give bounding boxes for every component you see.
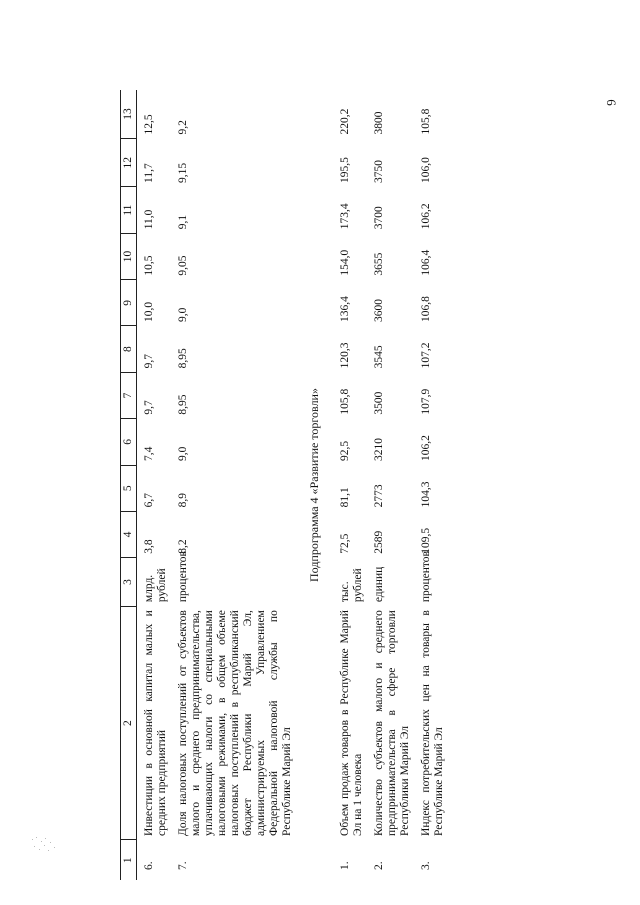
value-cell: 9,0 xyxy=(177,446,189,462)
value-cell: 3700 xyxy=(373,206,385,230)
value-cell: 9,2 xyxy=(177,120,189,135)
value-cell: 154,0 xyxy=(339,249,351,276)
value-cell: 3210 xyxy=(373,438,385,462)
value-cell: 3750 xyxy=(373,159,385,183)
indicator-name: Количество субъектов малого и среднего предпринимательства в сфере торговли Республики Марий Эл xyxy=(373,610,411,836)
value-cell: 105,8 xyxy=(420,108,432,135)
column-number-cell: 1 xyxy=(121,840,137,880)
value-cell: 8,2 xyxy=(177,539,189,554)
value-cell: 3500 xyxy=(373,391,385,415)
value-cell: 9,15 xyxy=(177,162,189,183)
value-cell: 195,5 xyxy=(339,157,351,183)
value-cell: 10,0 xyxy=(143,301,155,322)
row-number: 2. xyxy=(373,861,385,870)
rotated-table-wrapper xyxy=(120,90,560,880)
column-number-cell: 2 xyxy=(121,606,137,840)
indicator-name: Доля налоговых поступлений от субъектов малого и среднего предпринимательства, уплачивающих налоги со специальными налоговыми режимами, в общем объеме налоговых поступлений в республиканский бюджет Республики Марий Эл, администрируемых Управлением Федеральной налоговой службы по Республике Марий Эл xyxy=(177,610,293,836)
value-cell: 3,8 xyxy=(143,539,155,554)
table-row xyxy=(137,90,172,880)
table-row xyxy=(333,90,367,880)
value-cell: 106,2 xyxy=(420,203,432,230)
row-number: 1. xyxy=(339,861,351,870)
value-cell: 173,4 xyxy=(339,203,351,230)
column-number-cell: 10 xyxy=(121,233,137,279)
table-row xyxy=(171,90,296,880)
value-cell: 3800 xyxy=(373,111,385,135)
value-cell: 106,8 xyxy=(420,296,432,322)
column-number-cell: 11 xyxy=(121,187,137,233)
value-cell: 106,4 xyxy=(420,249,432,276)
value-cell: 106,2 xyxy=(420,435,432,462)
value-cell: 3545 xyxy=(373,345,385,369)
value-cell: 92,5 xyxy=(339,440,351,462)
column-number-cell: 6 xyxy=(121,419,137,465)
value-cell: 11,7 xyxy=(143,163,155,183)
value-cell: 2589 xyxy=(373,530,385,554)
value-cell: 107,9 xyxy=(420,388,432,415)
scan-noise xyxy=(30,835,60,855)
column-number-cell: 12 xyxy=(121,139,137,187)
value-cell: 105,8 xyxy=(339,388,351,415)
value-cell: 3655 xyxy=(373,252,385,276)
value-cell: 8,95 xyxy=(177,348,189,369)
unit-cell: процентов xyxy=(420,551,432,603)
value-cell: 72,5 xyxy=(339,533,351,554)
subprogram-title: Подпрограмма 4 «Развитие торговли» xyxy=(307,388,321,582)
row-number: 6. xyxy=(143,861,155,870)
unit-cell: единиц xyxy=(373,566,385,603)
value-cell: 10,5 xyxy=(143,255,155,276)
value-cell: 136,4 xyxy=(339,296,351,322)
value-cell: 6,7 xyxy=(143,492,155,508)
value-cell: 9,1 xyxy=(177,214,189,230)
column-number-cell: 5 xyxy=(121,465,137,511)
value-cell: 9,7 xyxy=(143,400,155,415)
unit-cell: тыс. рублей xyxy=(339,568,364,603)
row-number: 3. xyxy=(420,861,432,870)
value-cell: 9,0 xyxy=(177,307,189,322)
value-cell: 8,95 xyxy=(177,394,189,415)
column-number-cell: 8 xyxy=(121,326,137,372)
column-number-cell: 7 xyxy=(121,372,137,418)
table-header-row xyxy=(121,90,137,880)
column-number-cell: 3 xyxy=(121,558,137,606)
value-cell: 81,1 xyxy=(339,487,351,508)
value-cell: 2773 xyxy=(373,484,385,508)
page-number: 6 xyxy=(603,99,619,106)
indicators-table xyxy=(120,90,448,880)
value-cell: 9,05 xyxy=(177,255,189,276)
unit-cell: млрд. рублей xyxy=(143,568,168,603)
row-number: 7. xyxy=(177,861,189,870)
value-cell: 107,2 xyxy=(420,342,432,369)
subprogram-heading-row xyxy=(296,90,333,880)
value-cell: 120,3 xyxy=(339,342,351,369)
value-cell: 104,3 xyxy=(420,481,432,508)
column-number-cell: 9 xyxy=(121,280,137,326)
value-cell: 3600 xyxy=(373,298,385,322)
column-number-cell: 13 xyxy=(121,90,137,139)
value-cell: 109,5 xyxy=(420,527,432,554)
value-cell: 12,5 xyxy=(143,114,155,135)
indicator-name: Объем продаж товаров в Республике Марий Эл на 1 человека xyxy=(339,610,364,836)
column-number-cell: 4 xyxy=(121,511,137,557)
unit-cell: процентов xyxy=(177,551,189,603)
indicator-name: Инвестиции в основной капитал малых и средних предприятий xyxy=(143,610,168,836)
value-cell: 220,2 xyxy=(339,108,351,135)
value-cell: 9,7 xyxy=(143,353,155,369)
table-row xyxy=(414,90,448,880)
value-cell: 7,4 xyxy=(143,446,155,462)
value-cell: 106,0 xyxy=(420,157,432,183)
table-row xyxy=(367,90,414,880)
value-cell: 8,9 xyxy=(177,492,189,508)
value-cell: 11,0 xyxy=(143,209,155,230)
indicator-name: Индекс потребительских цен на товары в Республике Марий Эл xyxy=(420,610,445,836)
